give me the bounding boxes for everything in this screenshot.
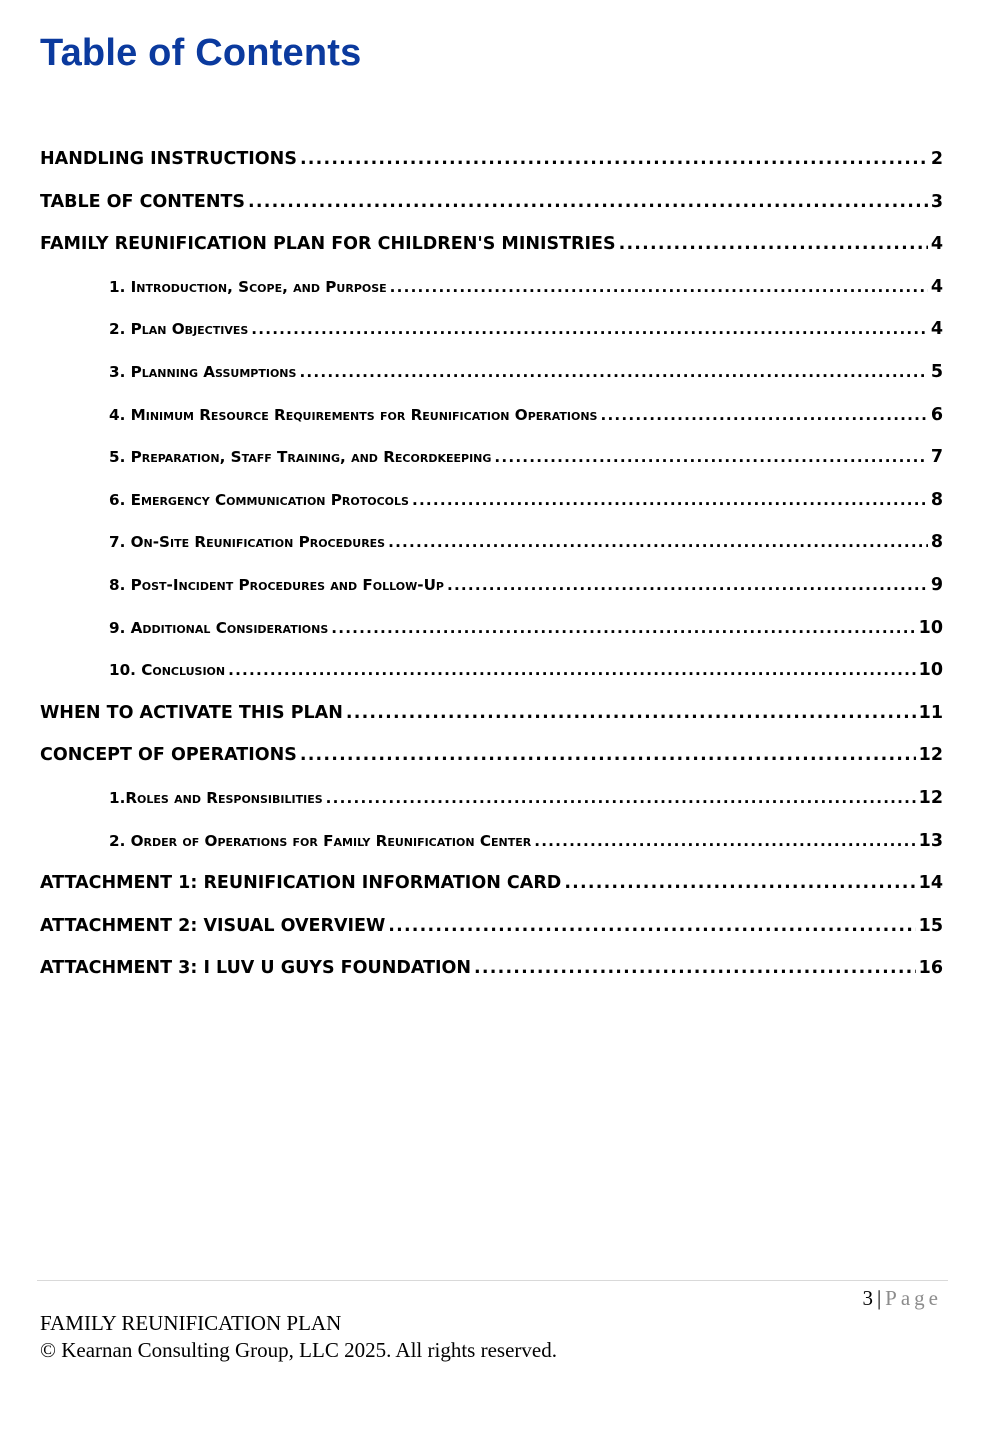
toc-entry-label: CONCEPT OF OPERATIONS	[40, 745, 297, 766]
footer-divider	[37, 1280, 948, 1281]
toc-leader-dots	[300, 734, 916, 777]
toc-entry-page: 8	[930, 489, 943, 510]
toc-entry[interactable]	[40, 394, 943, 437]
toc-entry-label: ATTACHMENT 1: REUNIFICATION INFORMATION CARD	[40, 873, 562, 894]
page-number-separator: |	[876, 1286, 882, 1310]
toc-entry-label: 7. On-Site Reunification Procedures	[109, 533, 386, 552]
page-number-value: 3	[862, 1286, 873, 1310]
toc-entry-label: ATTACHMENT 3: I LUV U GUYS FOUNDATION	[40, 958, 472, 979]
toc-leader-dots	[331, 607, 915, 650]
toc-leader-dots	[251, 308, 928, 351]
toc-leader-dots	[619, 223, 928, 266]
toc-entry-label: 4. Minimum Resource Requirements for Reunification Operations	[109, 405, 598, 424]
toc-entry-label: 8. Post-Incident Procedures and Follow-Up	[109, 575, 444, 594]
toc-leader-dots	[474, 947, 916, 990]
table-of-contents	[40, 138, 943, 990]
toc-entry-page: 15	[918, 915, 943, 936]
toc-entry-page: 12	[918, 745, 943, 766]
toc-entry-page: 10	[918, 660, 943, 681]
toc-entry-label: ATTACHMENT 2: VISUAL OVERVIEW	[40, 915, 386, 936]
toc-entry[interactable]	[40, 521, 943, 564]
toc-entry-label: 2. Plan Objectives	[109, 320, 249, 339]
toc-entry[interactable]	[40, 607, 943, 650]
toc-entry[interactable]	[40, 947, 943, 990]
toc-entry-page: 11	[918, 702, 943, 723]
toc-entry[interactable]	[40, 308, 943, 351]
toc-entry-label: HANDLING INSTRUCTIONS	[40, 149, 297, 169]
page-number	[862, 1286, 942, 1311]
toc-leader-dots	[326, 777, 916, 820]
toc-entry-label: 1. Introduction, Scope, and Purpose	[109, 277, 387, 296]
toc-entry-page: 6	[930, 404, 943, 425]
toc-entry[interactable]	[40, 820, 943, 863]
toc-entry[interactable]	[40, 862, 943, 905]
toc-entry-page: 16	[918, 958, 943, 979]
toc-leader-dots	[299, 351, 927, 394]
toc-entry-page: 12	[918, 787, 943, 808]
toc-entry[interactable]	[40, 777, 943, 820]
page-word: Page	[885, 1286, 942, 1310]
toc-entry-page: 10	[918, 617, 943, 638]
toc-entry[interactable]	[40, 564, 943, 607]
toc-entry-label: WHEN TO ACTIVATE THIS PLAN	[40, 702, 343, 723]
toc-entry-label: 6. Emergency Communication Protocols	[109, 490, 409, 509]
toc-entry[interactable]	[40, 734, 943, 777]
toc-entry[interactable]	[40, 223, 943, 266]
toc-leader-dots	[412, 479, 928, 522]
toc-entry-label: 3. Planning Assumptions	[109, 362, 297, 381]
toc-leader-dots	[346, 692, 916, 735]
toc-entry-page: 7	[930, 447, 943, 468]
toc-leader-dots	[390, 266, 928, 309]
toc-entry[interactable]	[40, 479, 943, 522]
toc-entry[interactable]	[40, 692, 943, 735]
toc-leader-dots	[447, 564, 928, 607]
footer-copyright: © Kearnan Consulting Group, LLC 2025. All rights reserved.	[40, 1338, 557, 1362]
toc-entry-page: 13	[918, 830, 943, 851]
toc-leader-dots	[564, 862, 915, 905]
toc-leader-dots	[248, 181, 928, 224]
toc-entry-page: 3	[930, 191, 943, 212]
toc-entry[interactable]	[40, 266, 943, 309]
toc-entry-label: FAMILY REUNIFICATION PLAN FOR CHILDREN'S MINISTRIES	[40, 234, 616, 255]
toc-entry-page: 4	[930, 276, 943, 297]
toc-entry-page: 2	[930, 149, 943, 169]
toc-entry-label: 9. Additional Considerations	[109, 618, 329, 637]
toc-entry[interactable]	[40, 436, 943, 479]
toc-entry-label: TABLE OF CONTENTS	[40, 191, 246, 212]
toc-leader-dots	[600, 394, 927, 437]
toc-entry-label: 5. Preparation, Staff Training, and Recordkeeping	[109, 448, 492, 467]
toc-leader-dots	[534, 820, 915, 863]
page-title: Table of Contents	[40, 32, 362, 74]
toc-entry-label: 1.Roles and Responsibilities	[109, 788, 323, 807]
toc-entry[interactable]	[40, 138, 943, 181]
toc-entry-label: 2. Order of Operations for Family Reunification Center	[109, 831, 532, 850]
toc-leader-dots	[388, 521, 928, 564]
toc-entry[interactable]	[40, 181, 943, 224]
footer-document-title: FAMILY REUNIFICATION PLAN	[40, 1311, 342, 1335]
toc-entry-page: 4	[930, 234, 943, 255]
toc-leader-dots	[388, 905, 915, 948]
toc-leader-dots	[228, 649, 916, 692]
toc-entry-page: 9	[930, 574, 943, 595]
toc-entry[interactable]	[40, 649, 943, 692]
toc-entry[interactable]	[40, 351, 943, 394]
toc-entry[interactable]	[40, 905, 943, 948]
toc-entry-page: 4	[930, 319, 943, 340]
toc-entry-page: 5	[930, 361, 943, 382]
toc-leader-dots	[494, 436, 927, 479]
toc-entry-label: 10. Conclusion	[109, 661, 226, 680]
toc-entry-page: 8	[930, 532, 943, 553]
toc-leader-dots	[300, 138, 928, 181]
toc-entry-page: 14	[918, 873, 943, 894]
